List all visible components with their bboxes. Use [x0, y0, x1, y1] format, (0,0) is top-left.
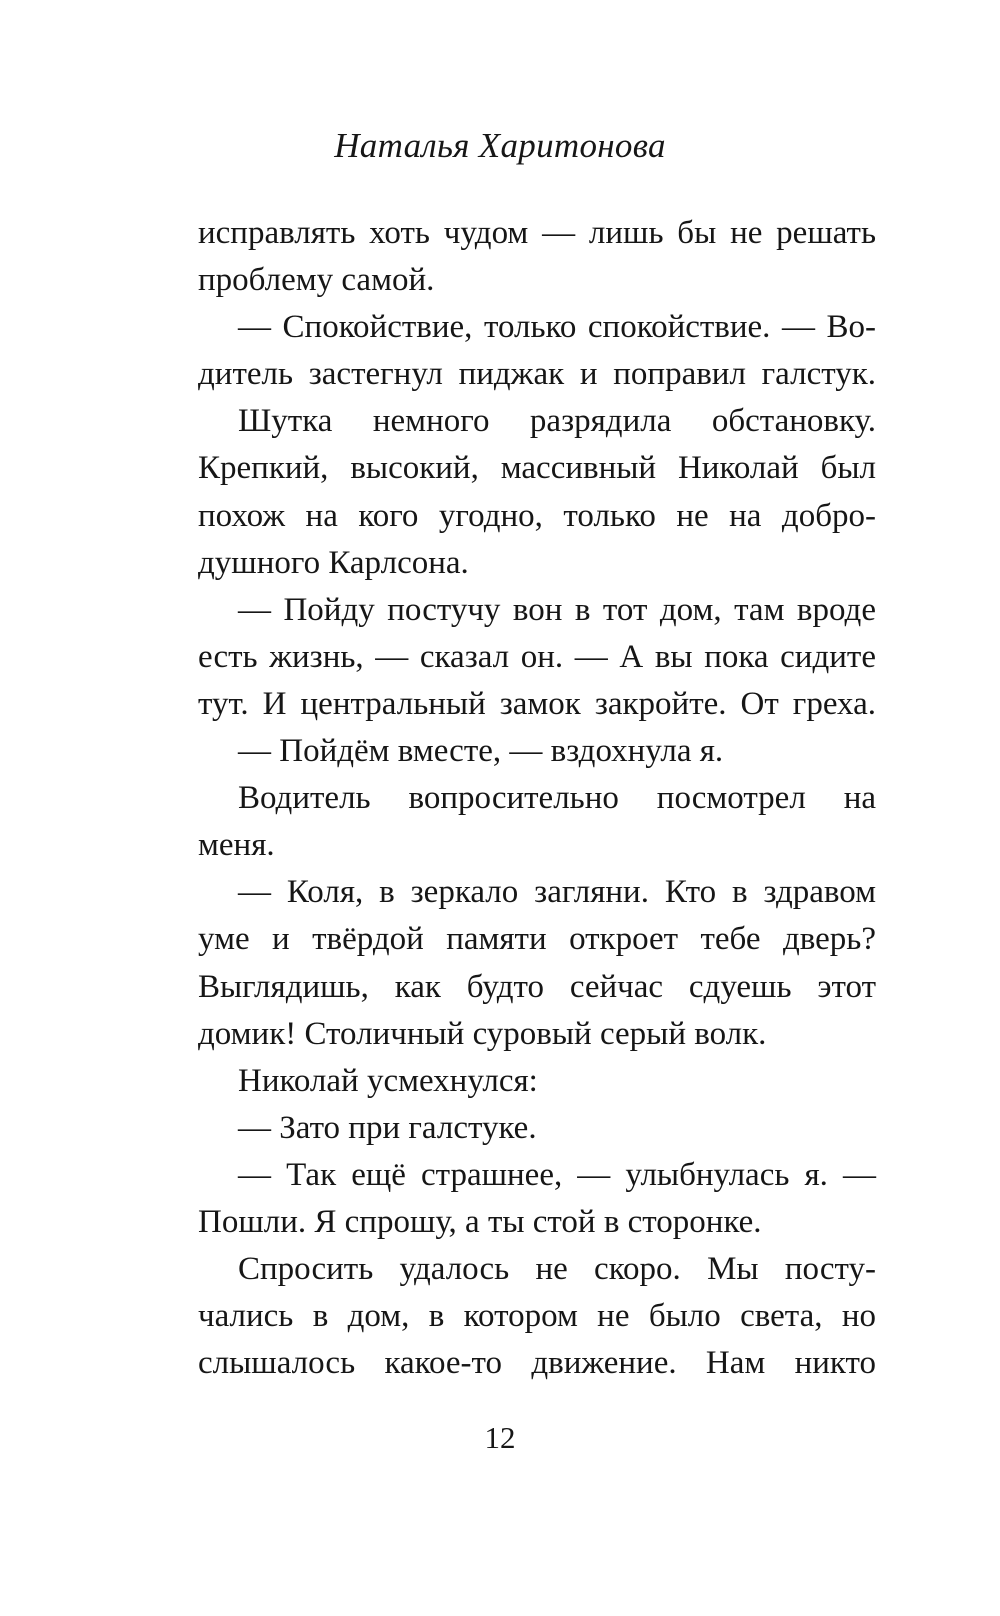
running-header-author: Наталья Харитонова	[334, 126, 666, 165]
text-line: — Спокойствие, только спокойствие. — Во-	[238, 309, 876, 346]
text-line: Спросить удалось не скоро. Мы посту-	[238, 1251, 876, 1288]
text-line: — Так ещё страшнее, — улыбнулась я. —	[238, 1156, 876, 1193]
text-line: Пошли. Я спрошу, а ты стой в сторонке.	[198, 1203, 762, 1240]
text-line: — Пойдём вместе, — вздохнула я.	[238, 733, 724, 770]
text-line: дитель застегнул пиджак и поправил галстук.	[198, 356, 876, 393]
text-line: домик! Столичный суровый серый волк.	[198, 1015, 767, 1052]
text-line: Водитель вопросительно посмотрел на	[238, 780, 876, 817]
text-line: — Зато при галстуке.	[238, 1109, 537, 1146]
text-line: меня.	[198, 827, 275, 864]
text-line: Николай усмехнулся:	[238, 1062, 538, 1099]
text-line: душного Карлсона.	[198, 544, 469, 581]
text-line: — Коля, в зеркало загляни. Кто в здравом	[238, 874, 876, 911]
text-line: Шутка немного разрядила обстановку.	[238, 403, 876, 440]
text-line: Крепкий, высокий, массивный Николай был	[198, 450, 876, 487]
text-line: проблему самой.	[198, 262, 435, 299]
text-line: уме и твёрдой памяти откроет тебе дверь?	[198, 921, 876, 958]
text-line: есть жизнь, — сказал он. — А вы пока сидите	[198, 638, 876, 675]
text-line: Выглядишь, как будто сейчас сдуешь этот	[198, 968, 876, 1005]
text-line: тут. И центральный замок закройте. От греха.	[198, 685, 876, 722]
text-line: — Пойду постучу вон в тот дом, там вроде	[238, 591, 876, 628]
text-line: чались в дом, в котором не было света, но	[198, 1298, 876, 1335]
text-line: слышалось какое-то движение. Нам никто	[198, 1345, 876, 1382]
text-line: похож на кого угодно, только не на добро-	[198, 497, 876, 534]
text-line: исправлять хоть чудом — лишь бы не решать	[198, 215, 876, 251]
body-text	[198, 210, 876, 1387]
page-number: 12	[484, 1420, 516, 1455]
